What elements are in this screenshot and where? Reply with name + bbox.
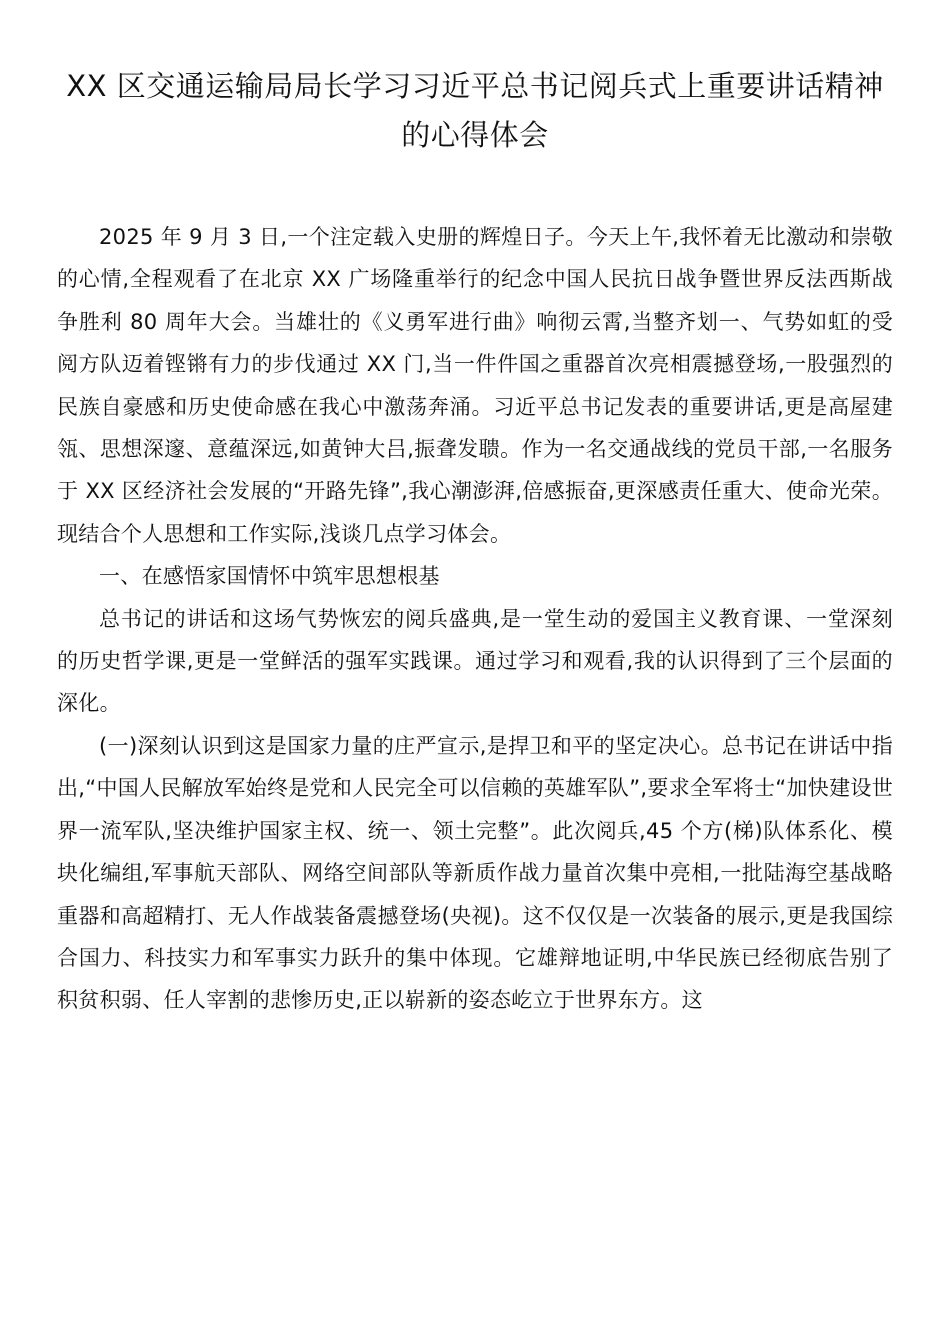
section-1-intro-paragraph: 总书记的讲话和这场气势恢宏的阅兵盛典,是一堂生动的爱国主义教育课、一堂深刻的历史哲学课,更是一堂鲜活的强军实践课。通过学习和观看,我的认识得到了三个层面的深化。 (57, 606, 893, 716)
intro-paragraph: 2025 年 9 月 3 日,一个注定载入史册的辉煌日子。今天上午,我怀着无比激动和崇敬的心情,全程观看了在北京 XX 广场隆重举行的纪念中国人民抗日战争暨世界反法西斯战争胜利 80 周年大会。当雄壮的《义勇军进行曲》响彻云霄,当整齐划一、气势如虹的受阅方队迈着铿锵有力的步伐通过 XX 门,当一件件国之重器首次亮相震撼登场,一股强烈的民族自豪感和历史使命感在我心中激荡奔涌。习近平总书记发表的重要讲话,更是高屋建瓴、思想深邃、意蕴深远,如黄钟大吕,振聋发聩。作为一名交通战线的党员干部,一名服务于 XX 区经济社会发展的“开路先锋”,我心潮澎湃,倍感振奋,更深感责任重大、使命光荣。现结合个人思想和工作实际,浅谈几点学习体会。 (57, 225, 893, 546)
document-title: XX 区交通运输局局长学习习近平总书记阅兵式上重要讲话精神的心得体会 (66, 69, 884, 152)
document-body (57, 216, 893, 1022)
document-page (57, 62, 893, 1022)
section-heading-1: 一、在感悟家国情怀中筑牢思想根基 (99, 564, 440, 589)
subsection-1-paragraph: (一)深刻认识到这是国家力量的庄严宣示,是捍卫和平的坚定决心。总书记在讲话中指出,“中国人民解放军始终是党和人民完全可以信赖的英雄军队”,要求全军将士“加快建设世界一流军队,坚决维护国家主权、统一、领土完整”。此次阅兵,45 个方(梯)队体系化、模块化编组,军事航天部队、网络空间部队等新质作战力量首次集中亮相,一批陆海空基战略重器和高超精打、无人作战装备震撼登场(央视)。这不仅仅是一次装备的展示,更是我国综合国力、科技实力和军事实力跃升的集中体现。它雄辩地证明,中华民族已经彻底告别了积贫积弱、任人宰割的悲惨历史,正以崭新的姿态屹立于世界东方。这 (57, 733, 893, 1013)
